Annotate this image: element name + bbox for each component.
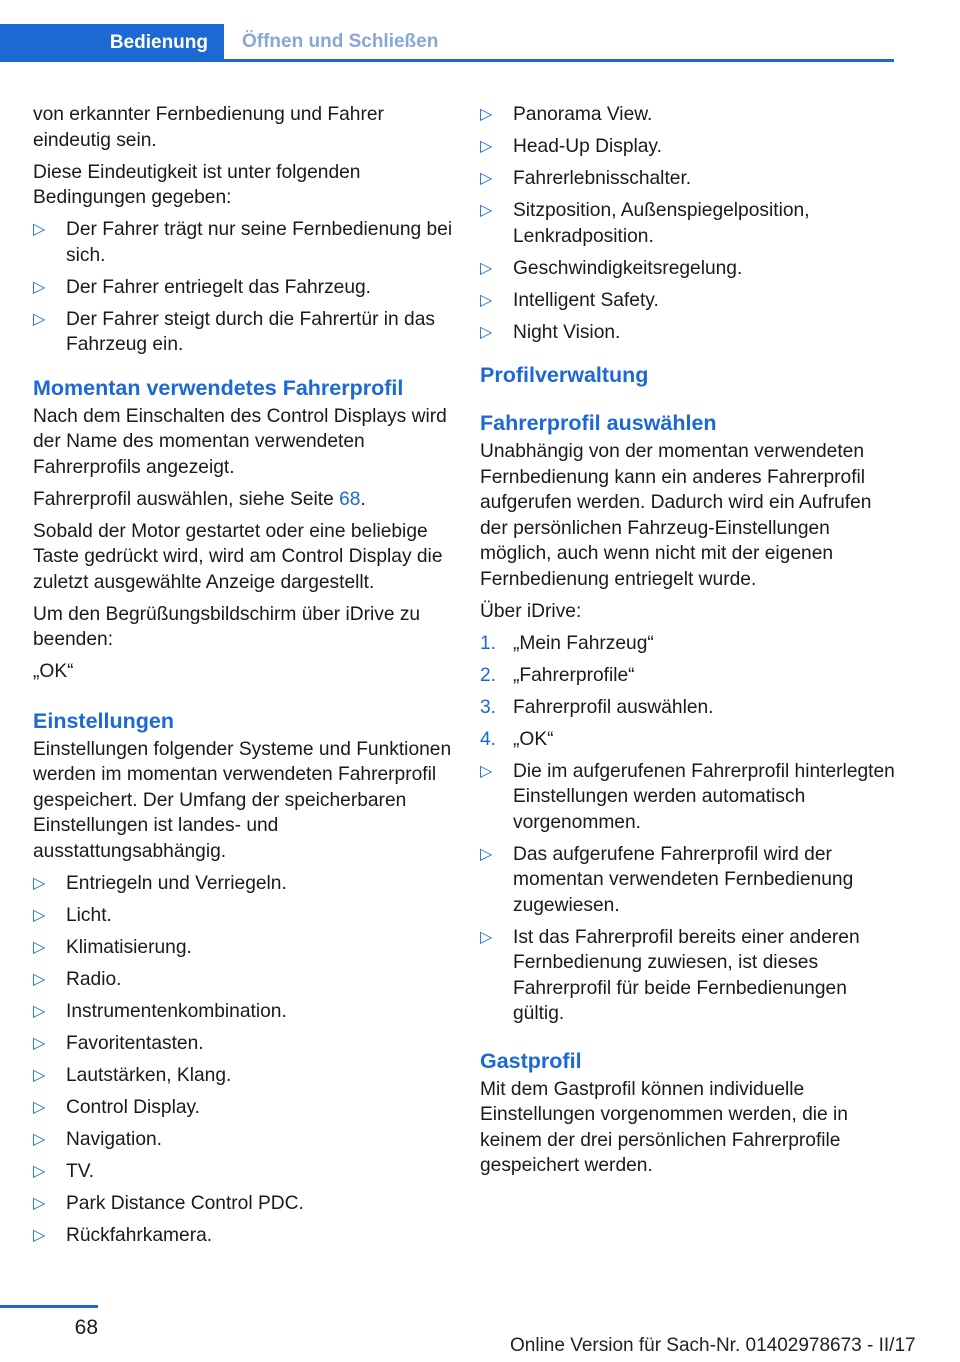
- step-text: Fahrerprofil auswählen.: [513, 696, 714, 718]
- step-text: „Mein Fahrzeug“: [513, 632, 654, 654]
- paragraph: [33, 487, 453, 513]
- list-item-text: Navigation.: [66, 1128, 162, 1150]
- triangle-bullet-icon: ▷: [33, 1162, 46, 1180]
- step-item: [480, 695, 898, 721]
- triangle-bullet-icon: ▷: [33, 310, 46, 328]
- step-item: [480, 663, 898, 689]
- page-link[interactable]: 68: [339, 488, 361, 510]
- step-item: [480, 727, 898, 753]
- list-item: [480, 288, 898, 314]
- bullet-list-settings: [33, 871, 453, 1249]
- triangle-bullet-icon: ▷: [480, 291, 493, 309]
- list-item: [33, 217, 453, 268]
- list-item-text: Radio.: [66, 968, 122, 990]
- tab-label: Bedienung: [109, 32, 208, 53]
- list-item: [480, 134, 898, 160]
- list-item: [33, 1127, 453, 1153]
- list-item-text: Sitzposition, Außenspiegelposition, Lenkradposition.: [513, 200, 810, 247]
- list-item: [33, 1095, 453, 1121]
- triangle-bullet-icon: ▷: [33, 278, 46, 296]
- triangle-bullet-icon: ▷: [33, 1066, 46, 1084]
- list-item: [480, 102, 898, 128]
- header-rule: [224, 59, 894, 62]
- list-item-text: Licht.: [66, 904, 112, 926]
- triangle-bullet-icon: ▷: [33, 1002, 46, 1020]
- list-item-text: Intelligent Safety.: [513, 289, 659, 311]
- triangle-bullet-icon: ▷: [480, 202, 493, 219]
- paragraph: Einstellungen folgender Systeme und Funktionen werden im momentan verwendeten Fahrerprofil gespeichert. Der Umfang der speicherbaren Einstellungen ist landes- und ausstattungsabhängig.: [33, 738, 452, 862]
- list-item: [33, 1223, 453, 1249]
- step-item: [480, 631, 898, 657]
- step-text: „Fahrerprofile“: [513, 664, 635, 686]
- list-item: [33, 1159, 453, 1185]
- paragraph: Unabhängig von der momentan verwendeten Fernbedienung kann ein anderes Fahrerprofil aufgerufen werden. Dadurch wird ein Aufrufen der persönlichen Fahrzeug-Einstellungen möglich, auch wenn nicht mit der eigenen Fernbedienung entriegelt wurde.: [480, 441, 872, 590]
- tab-label: Öffnen und Schließen: [242, 31, 439, 52]
- triangle-bullet-icon: ▷: [480, 762, 493, 780]
- list-item: [480, 759, 898, 836]
- list-item: [33, 999, 453, 1025]
- list-item-text: Geschwindigkeitsregelung.: [513, 257, 743, 279]
- heading-guest-profile: Gastprofil: [480, 1048, 582, 1073]
- step-number: 3.: [480, 696, 497, 718]
- paragraph: Nach dem Einschalten des Control Displays wird der Name des momentan verwendeten Fahrerprofils angezeigt.: [33, 405, 447, 478]
- paragraph: Um den Begrüßungsbildschirm über iDrive zu beenden:: [33, 603, 421, 650]
- triangle-bullet-icon: ▷: [33, 1226, 46, 1244]
- step-text: „OK“: [513, 728, 554, 750]
- triangle-bullet-icon: ▷: [33, 970, 46, 988]
- text: Fahrerprofil auswählen, siehe Seite: [33, 488, 340, 510]
- footer-note: Online Version für Sach-Nr. 01402978673 - II/17: [510, 1335, 916, 1356]
- footer-rule: [0, 1305, 98, 1308]
- list-item-text: Die im aufgerufenen Fahrerprofil hinterlegten Einstellungen werden automatisch vorgenommen.: [513, 760, 895, 833]
- triangle-bullet-icon: ▷: [480, 259, 493, 277]
- heading-profile-admin: Profilverwaltung: [480, 363, 649, 387]
- list-item: [480, 842, 898, 919]
- list-item: [480, 925, 898, 1027]
- paragraph: Sobald der Motor gestartet oder eine beliebige Taste gedrückt wird, wird am Control Display die zuletzt ausgewählte Anzeige dargestellt.: [33, 520, 443, 593]
- triangle-bullet-icon: ▷: [480, 138, 493, 155]
- paragraph: von erkannter Fernbedienung und Fahrer eindeutig sein.: [33, 104, 384, 151]
- numbered-steps: [480, 631, 898, 753]
- list-item-text: Instrumentenkombination.: [66, 1000, 287, 1022]
- list-item: [33, 903, 453, 929]
- bullet-list-settings-continued: [480, 102, 898, 345]
- paragraph: „OK“: [33, 661, 74, 682]
- list-item-text: Lautstärken, Klang.: [66, 1064, 232, 1086]
- list-item: [33, 967, 453, 993]
- triangle-bullet-icon: ▷: [33, 1034, 46, 1052]
- list-item: [480, 320, 898, 346]
- list-item-text: Ist das Fahrerprofil bereits einer anderen Fernbedienung zuwiesen, ist dieses Fahrerprofil für beide Fernbedienungen gültig.: [513, 926, 860, 1024]
- list-item-text: Entriegeln und Verriegeln.: [66, 872, 287, 894]
- list-item: [33, 307, 453, 358]
- list-item: [33, 1031, 453, 1057]
- list-item-text: Panorama View.: [513, 104, 653, 125]
- triangle-bullet-icon: ▷: [480, 106, 493, 123]
- list-item-text: Park Distance Control PDC.: [66, 1192, 304, 1214]
- triangle-bullet-icon: ▷: [33, 906, 46, 924]
- list-item: [33, 935, 453, 961]
- list-item-text: TV.: [66, 1160, 95, 1182]
- triangle-bullet-icon: ▷: [33, 1130, 46, 1148]
- list-item: [480, 166, 898, 192]
- triangle-bullet-icon: ▷: [480, 170, 493, 187]
- triangle-bullet-icon: ▷: [33, 874, 46, 892]
- list-item-text: Der Fahrer entriegelt das Fahrzeug.: [66, 276, 372, 298]
- list-item: [480, 198, 898, 249]
- tab-bedienung[interactable]: [0, 24, 224, 62]
- left-column: [33, 102, 453, 1255]
- list-item-text: Fahrerlebnisschalter.: [513, 168, 692, 189]
- tab-oeffnen-schliessen[interactable]: [242, 24, 438, 60]
- list-item-text: Head-Up Display.: [513, 136, 662, 157]
- paragraph: Über iDrive:: [480, 600, 582, 622]
- triangle-bullet-icon: ▷: [33, 1194, 46, 1212]
- triangle-bullet-icon: ▷: [480, 845, 493, 863]
- page-number: 68: [74, 1316, 98, 1339]
- triangle-bullet-icon: ▷: [33, 938, 46, 956]
- triangle-bullet-icon: ▷: [480, 323, 493, 341]
- step-number: 1.: [480, 632, 497, 654]
- heading-current-profile: Momentan verwendetes Fahrerprofil: [33, 375, 404, 400]
- paragraph: Mit dem Gastprofil können individuelle Einstellungen vorgenommen werden, die in keinem der drei persönlichen Fahrerprofile gespeichert werden.: [480, 1078, 848, 1176]
- list-item-text: Klimatisierung.: [66, 936, 192, 958]
- heading-settings: Einstellungen: [33, 708, 174, 733]
- list-item-text: Favoritentasten.: [66, 1032, 204, 1054]
- triangle-bullet-icon: ▷: [33, 1098, 46, 1116]
- list-item: [480, 256, 898, 282]
- bullet-list-notes: [480, 759, 898, 1027]
- list-item: [33, 1191, 453, 1217]
- triangle-bullet-icon: ▷: [33, 221, 46, 238]
- list-item-text: Der Fahrer trägt nur seine Fernbedienung bei sich.: [66, 219, 453, 266]
- step-number: 4.: [480, 728, 497, 750]
- text: .: [360, 488, 366, 510]
- list-item: [33, 1063, 453, 1089]
- paragraph: Diese Eindeutigkeit ist unter folgenden Bedingungen gegeben:: [33, 161, 361, 208]
- step-number: 2.: [480, 664, 497, 686]
- triangle-bullet-icon: ▷: [480, 928, 493, 946]
- list-item-text: Das aufgerufene Fahrerprofil wird der momentan verwendeten Fernbedienung zugewiesen.: [513, 843, 854, 916]
- right-column: [480, 102, 898, 1185]
- list-item: [33, 871, 453, 897]
- list-item: [33, 275, 453, 301]
- list-item-text: Rückfahrkamera.: [66, 1224, 213, 1246]
- list-item-text: Night Vision.: [513, 321, 621, 343]
- list-item-text: Control Display.: [66, 1096, 201, 1118]
- list-item-text: Der Fahrer steigt durch die Fahrertür in das Fahrzeug ein.: [66, 308, 435, 355]
- bullet-list-conditions: [33, 217, 453, 358]
- page-header: [0, 24, 894, 62]
- heading-select-profile: Fahrerprofil auswählen: [480, 411, 717, 435]
